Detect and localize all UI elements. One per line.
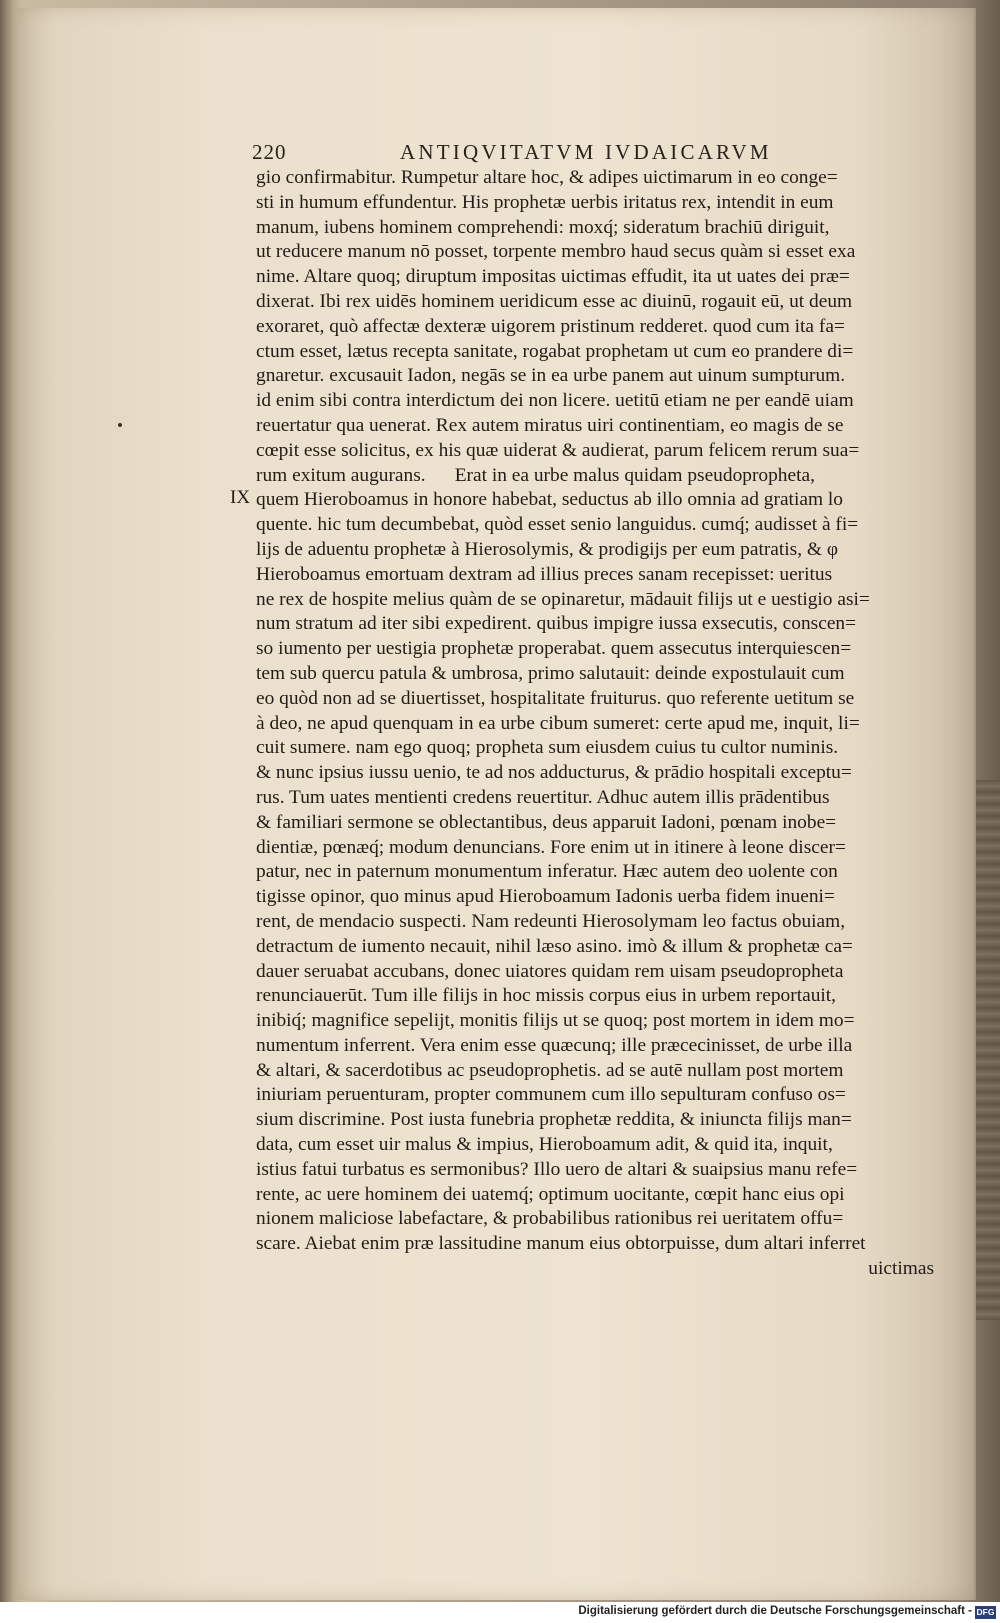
text-line: istius fatui turbatus es sermonibus? Illo uero de altari & suaipsius manu refe= xyxy=(256,1158,858,1180)
text-line: gnaretur. excusauit Iadon, negās se in ea urbe panem aut uinum sumpturum. xyxy=(256,365,846,387)
text-line: eo quòd non ad se diuertisset, hospitalitate fruiturus. quo referente uetitum se xyxy=(256,687,855,709)
text-line: dientiæ, pœnæq́; modum denuncians. Fore enim ut in itinere à leone discer= xyxy=(256,836,846,858)
text-line: rus. Tum uates mentienti credens reuertitur. Adhuc autem illis prādentibus xyxy=(256,786,830,808)
text-line: id enim sibi contra interdictum dei non licere. uetitū etiam ne per eandē uiam xyxy=(256,390,854,412)
text-line: quente. hic tum decumbebat, quòd esset senio languidus. cumq́; audisset à fi= xyxy=(256,514,859,536)
margin-ink-dot xyxy=(118,423,122,427)
text-line: lijs de aduentu prophetæ à Hierosolymis, & prodigijs per eum patratis, & φ xyxy=(256,538,839,560)
text-line: rente, ac uere hominem dei uatemq́; optimum uocitante, cœpit hanc eius opi xyxy=(256,1183,845,1205)
text-line: nionem maliciose labefactare, & probabilibus rationibus rei ueritatem offu= xyxy=(256,1208,844,1230)
text-line: dauer seruabat accubans, donec uiatores quidam rem uisam pseudopropheta xyxy=(256,960,844,982)
text-line: sium discrimine. Post iusta funebria prophetæ reddita, & iniuncta filijs man= xyxy=(256,1109,852,1131)
text-line: rum exitum augurans. Erat in ea urbe malus quidam pseudopropheta, xyxy=(256,464,815,486)
body-text xyxy=(256,166,946,1282)
text-line: à deo, ne apud quenquam in ea urbe cibum sumeret: certe apud me, inquit, li= xyxy=(256,712,860,734)
text-line: Hieroboamus emortuam dextram ad illius preces sanam recepisset: ueritus xyxy=(256,563,833,585)
digitization-footer xyxy=(0,1602,1000,1623)
text-line: & familiari sermone se oblectantibus, deus apparuit Iadoni, pœnam inobe= xyxy=(256,811,837,833)
text-line: reuertatur qua uenerat. Rex autem miratus uiri continentiam, eo magis de se xyxy=(256,414,844,436)
text-line: patur, nec in paternum monumentum inferatur. Hæc autem deo uolente con xyxy=(256,861,838,883)
dfg-logo: DFG xyxy=(976,1607,995,1617)
text-line: sti in humum effundentur. His prophetæ uerbis iritatus rex, intendit in eum xyxy=(256,191,834,213)
text-line: dixerat. Ibi rex uidēs hominem ueridicum esse ac diuinū, rogauit eū, ut deum xyxy=(256,290,853,312)
page-number: 220 xyxy=(252,140,287,164)
text-line: ctum esset, lætus recepta sanitate, rogabat prophetam ut cum eo prandere di= xyxy=(256,340,854,362)
text-line: cuit sumere. nam ego quoq; propheta sum eiusdem cuius tu cultor numinis. xyxy=(256,737,839,759)
text-line: & nunc ipsius iussu uenio, te ad nos adducturus, & prādio hospitali exceptu= xyxy=(256,762,852,784)
marginal-chapter-note: IX xyxy=(230,487,251,508)
text-line: ut reducere manum nō posset, torpente membro haud secus quàm si esset exa xyxy=(256,241,856,263)
text-line: rent, de mendacio suspecti. Nam redeunti Hierosolymam leo factus obuiam, xyxy=(256,910,846,932)
text-line: exoraret, quò affectæ dexteræ uigorem pristinum redderet. quod cum ita fa= xyxy=(256,315,845,337)
text-line: quem Hieroboamus in honore habebat, seductus ab illo omnia ad gratiam lo xyxy=(256,489,843,511)
text-line: detractum de iumento necauit, nihil læso asino. imò & illum & prophetæ ca= xyxy=(256,935,853,957)
funding-credit: Digitalisierung gefördert durch die Deutsche Forschungsgemeinschaft - xyxy=(578,1605,972,1617)
text-line: manum, iubens hominem comprehendi: moxq́; sideratum brachiū diriguit, xyxy=(256,216,830,238)
text-line: renunciauerūt. Tum ille filijs in hoc missis corpus eius in urbem reportauit, xyxy=(256,985,837,1007)
facing-page-edge xyxy=(976,780,1000,1320)
text-line: gio confirmabitur. Rumpetur altare hoc, & adipes uictimarum in eo conge= xyxy=(256,167,838,188)
text-line: inibiq́; magnifice sepelijt, monitis filijs ut se quoq; post mortem in idem mo= xyxy=(256,1010,855,1032)
text-line: so iumento per uestigia prophetæ properabat. quem assecutus interquiescen= xyxy=(256,638,852,660)
text-line: tigisse opinor, quo minus apud Hieroboamum Iadonis uerba fidem inueni= xyxy=(256,886,835,908)
text-line: numentum inferrent. Vera enim esse quæcunq; ille præcecinisset, de urbe illa xyxy=(256,1034,853,1056)
text-line: cœpit esse solicitus, ex his quæ uiderat & audierat, parum felicem rerum sua= xyxy=(256,439,860,461)
text-line: ne rex de hospite melius quàm de se opinaretur, mādauit filijs ut e uestigio asi= xyxy=(256,588,870,610)
text-line: iniuriam peruenturam, propter communem cum illo sepulturam confuso os= xyxy=(256,1084,846,1106)
text-line: scare. Aiebat enim præ lassitudine manum eius obtorpuisse, dum altari inferret xyxy=(256,1233,866,1255)
running-title: ANTIQVITATVM IVDAICARVM xyxy=(400,140,772,164)
text-line: data, cum esset uir malus & impius, Hieroboamum adit, & quid ita, inquit, xyxy=(256,1134,833,1156)
text-line: & altari, & sacerdotibus ac pseudoprophetis. ad se autē nullam post mortem xyxy=(256,1059,844,1081)
page-header xyxy=(252,140,942,166)
text-line: nime. Altare quoq; diruptum impositas uictimas effudit, ita ut uates dei præ= xyxy=(256,266,850,288)
catchword: uictimas xyxy=(868,1258,934,1280)
text-line: num stratum ad iter sibi expedirent. quibus impigre iussa exsecutis, conscen= xyxy=(256,613,857,635)
text-line: tem sub quercu patula & umbrosa, primo salutauit: deinde expostulauit cum xyxy=(256,662,845,684)
